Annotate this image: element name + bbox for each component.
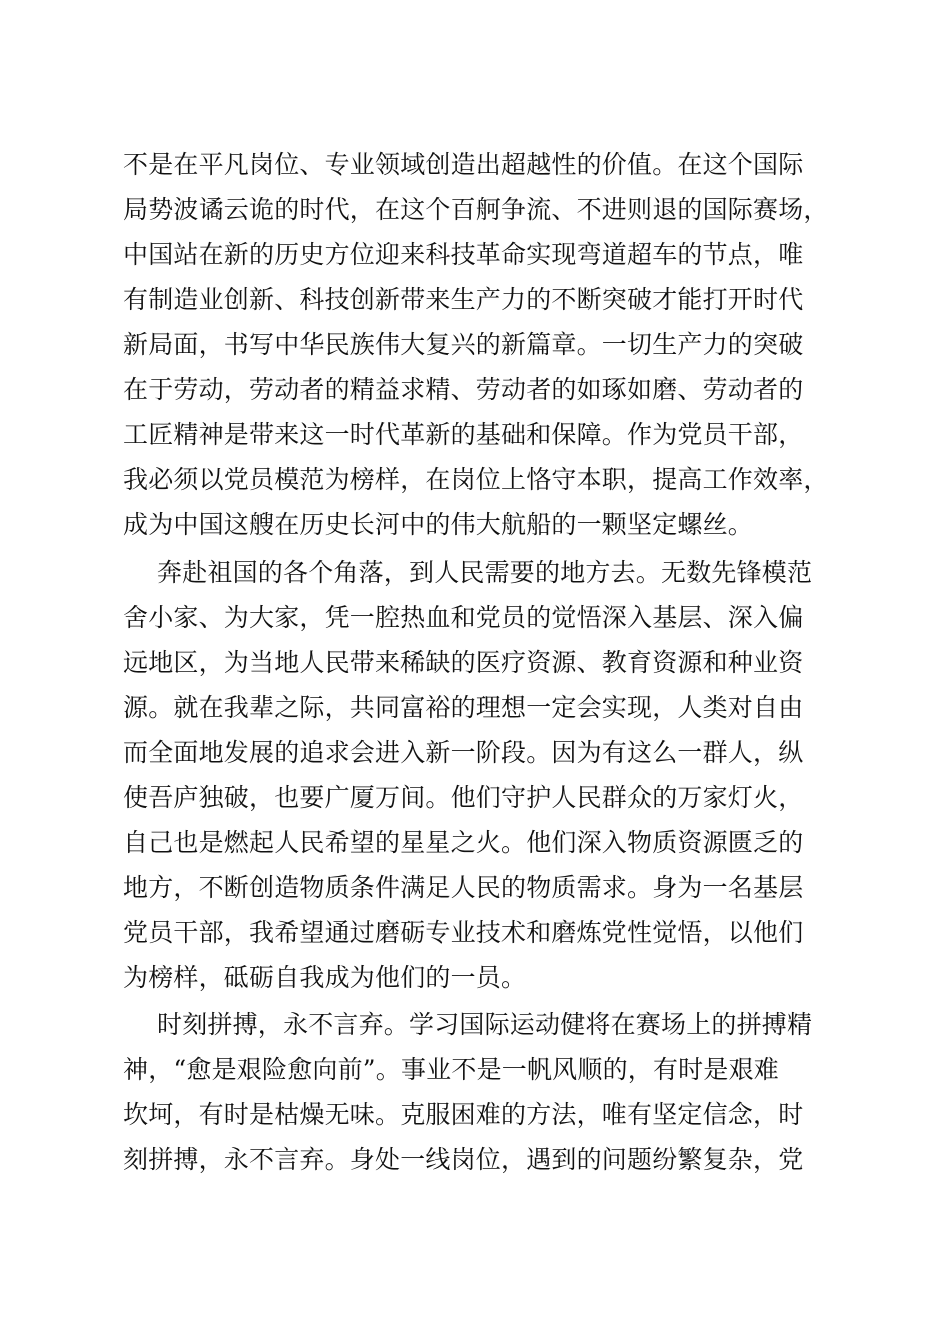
text-line: 地方，不断创造物质条件满足人民的物质需求。身为一名基层 [123,873,804,902]
text-line: 刻拼搏，永不言弃。身处一线岗位，遇到的问题纷繁复杂，党 [123,1145,804,1174]
text-line: 源。就在我辈之际，共同富裕的理想一定会实现，人类对自由 [123,693,804,722]
text-line: 远地区，为当地人民带来稀缺的医疗资源、教育资源和种业资 [123,648,804,677]
text-line: 我必须以党员模范为榜样，在岗位上恪守本职，提高工作效率， [123,465,829,494]
text-line: 在于劳动，劳动者的精益求精、劳动者的如琢如磨、劳动者的 [123,375,804,404]
text-line: 党员干部，我希望通过磨砺专业技术和磨炼党性觉悟，以他们 [123,918,804,947]
text-line: 坎坷，有时是枯燥无味。克服困难的方法，唯有坚定信念，时 [123,1100,804,1129]
text-line: 而全面地发展的追求会进入新一阶段。因为有这么一群人，纵 [123,738,804,767]
text-line: 工匠精神是带来这一时代革新的基础和保障。作为党员干部， [123,420,804,449]
paragraph-first-line: 时刻拼搏，永不言弃。学习国际运动健将在赛场上的拼搏精 [157,1010,813,1039]
text-line: 不是在平凡岗位、专业领域创造出超越性的价值。在这个国际 [123,150,804,179]
text-line: 有制造业创新、科技创新带来生产力的不断突破才能打开时代 [123,285,804,314]
text-line: 局势波谲云诡的时代，在这个百舸争流、不进则退的国际赛场， [123,195,829,224]
text-line: 自己也是燃起人民希望的星星之火。他们深入物质资源匮乏的 [123,828,804,857]
text-line: 神，“愈是艰险愈向前”。事业不是一帆风顺的，有时是艰难 [123,1055,779,1084]
text-line: 新局面，书写中华民族伟大复兴的新篇章。一切生产力的突破 [123,330,804,359]
text-line: 使吾庐独破，也要广厦万间。他们守护人民群众的万家灯火， [123,783,804,812]
text-line: 成为中国这艘在历史长河中的伟大航船的一颗坚定螺丝。 [123,510,754,539]
text-line: 为榜样，砥砺自我成为他们的一员。 [123,963,527,992]
text-line: 中国站在新的历史方位迎来科技革命实现弯道超车的节点，唯 [123,240,804,269]
text-line: 舍小家、为大家，凭一腔热血和党员的觉悟深入基层、深入偏 [123,603,804,632]
paragraph-first-line: 奔赴祖国的各个角落，到人民需要的地方去。无数先锋模范 [157,558,813,587]
